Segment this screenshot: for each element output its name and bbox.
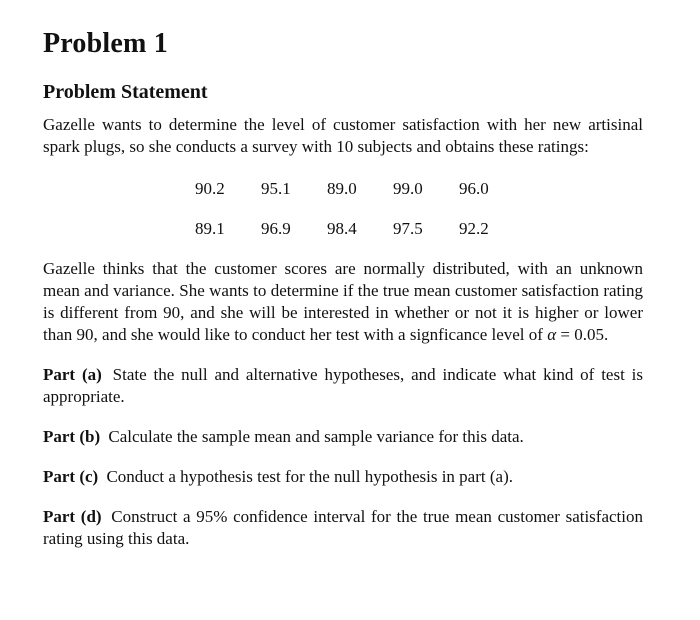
rating-value: 99.0 — [393, 179, 423, 198]
rating-value: 95.1 — [261, 179, 291, 198]
alpha-symbol: α — [547, 325, 557, 344]
problem-statement-heading: Problem Statement — [43, 81, 208, 103]
rating-value: 92.2 — [459, 219, 489, 238]
rating-value: 96.0 — [459, 179, 489, 198]
part-b-text: Calculate the sample mean and sample variance for this data. — [108, 427, 524, 446]
ratings-row-2 — [195, 218, 525, 240]
rating-value: 89.0 — [327, 179, 357, 198]
part-a-label: Part (a) — [43, 365, 102, 384]
rating-value: 96.9 — [261, 219, 291, 238]
part-b — [43, 426, 643, 448]
rating-value: 89.1 — [195, 219, 225, 238]
rating-value: 98.4 — [327, 219, 357, 238]
context-text: Gazelle thinks that the customer scores are normally distributed, with an unknown mean and variance. She wants to determine if the true mean customer satisfaction rating is different from 90, and she will be interested in whether or not it is higher or lower than 90, and she would like to conduct her test with a signficance level of — [43, 259, 643, 344]
ratings-row-1 — [195, 178, 525, 200]
part-b-label: Part (b) — [43, 427, 101, 446]
part-a-text: State the null and alternative hypotheses, and indicate what kind of test is appropriate. — [43, 365, 644, 406]
ratings-table — [43, 178, 525, 240]
part-c-text: Conduct a hypothesis test for the null hypothesis in part (a). — [106, 467, 513, 486]
part-d-text: Construct a 95% confidence interval for the true mean customer satisfaction rating using this data. — [43, 507, 643, 548]
document-page — [43, 28, 643, 567]
part-c — [43, 466, 643, 488]
part-c-label: Part (c) — [43, 467, 99, 486]
part-a — [43, 364, 643, 408]
rating-value: 90.2 — [195, 179, 225, 198]
part-d — [43, 506, 643, 550]
rating-value: 97.5 — [393, 219, 423, 238]
alpha-value: = 0.05. — [556, 325, 609, 344]
hypothesis-context-paragraph — [43, 258, 643, 346]
intro-paragraph: Gazelle wants to determine the level of customer satisfaction with her new artisinal spark plugs, so she conducts a survey with 10 subjects and obtains these ratings: — [43, 115, 643, 156]
problem-title: Problem 1 — [43, 28, 168, 59]
part-d-label: Part (d) — [43, 507, 102, 526]
